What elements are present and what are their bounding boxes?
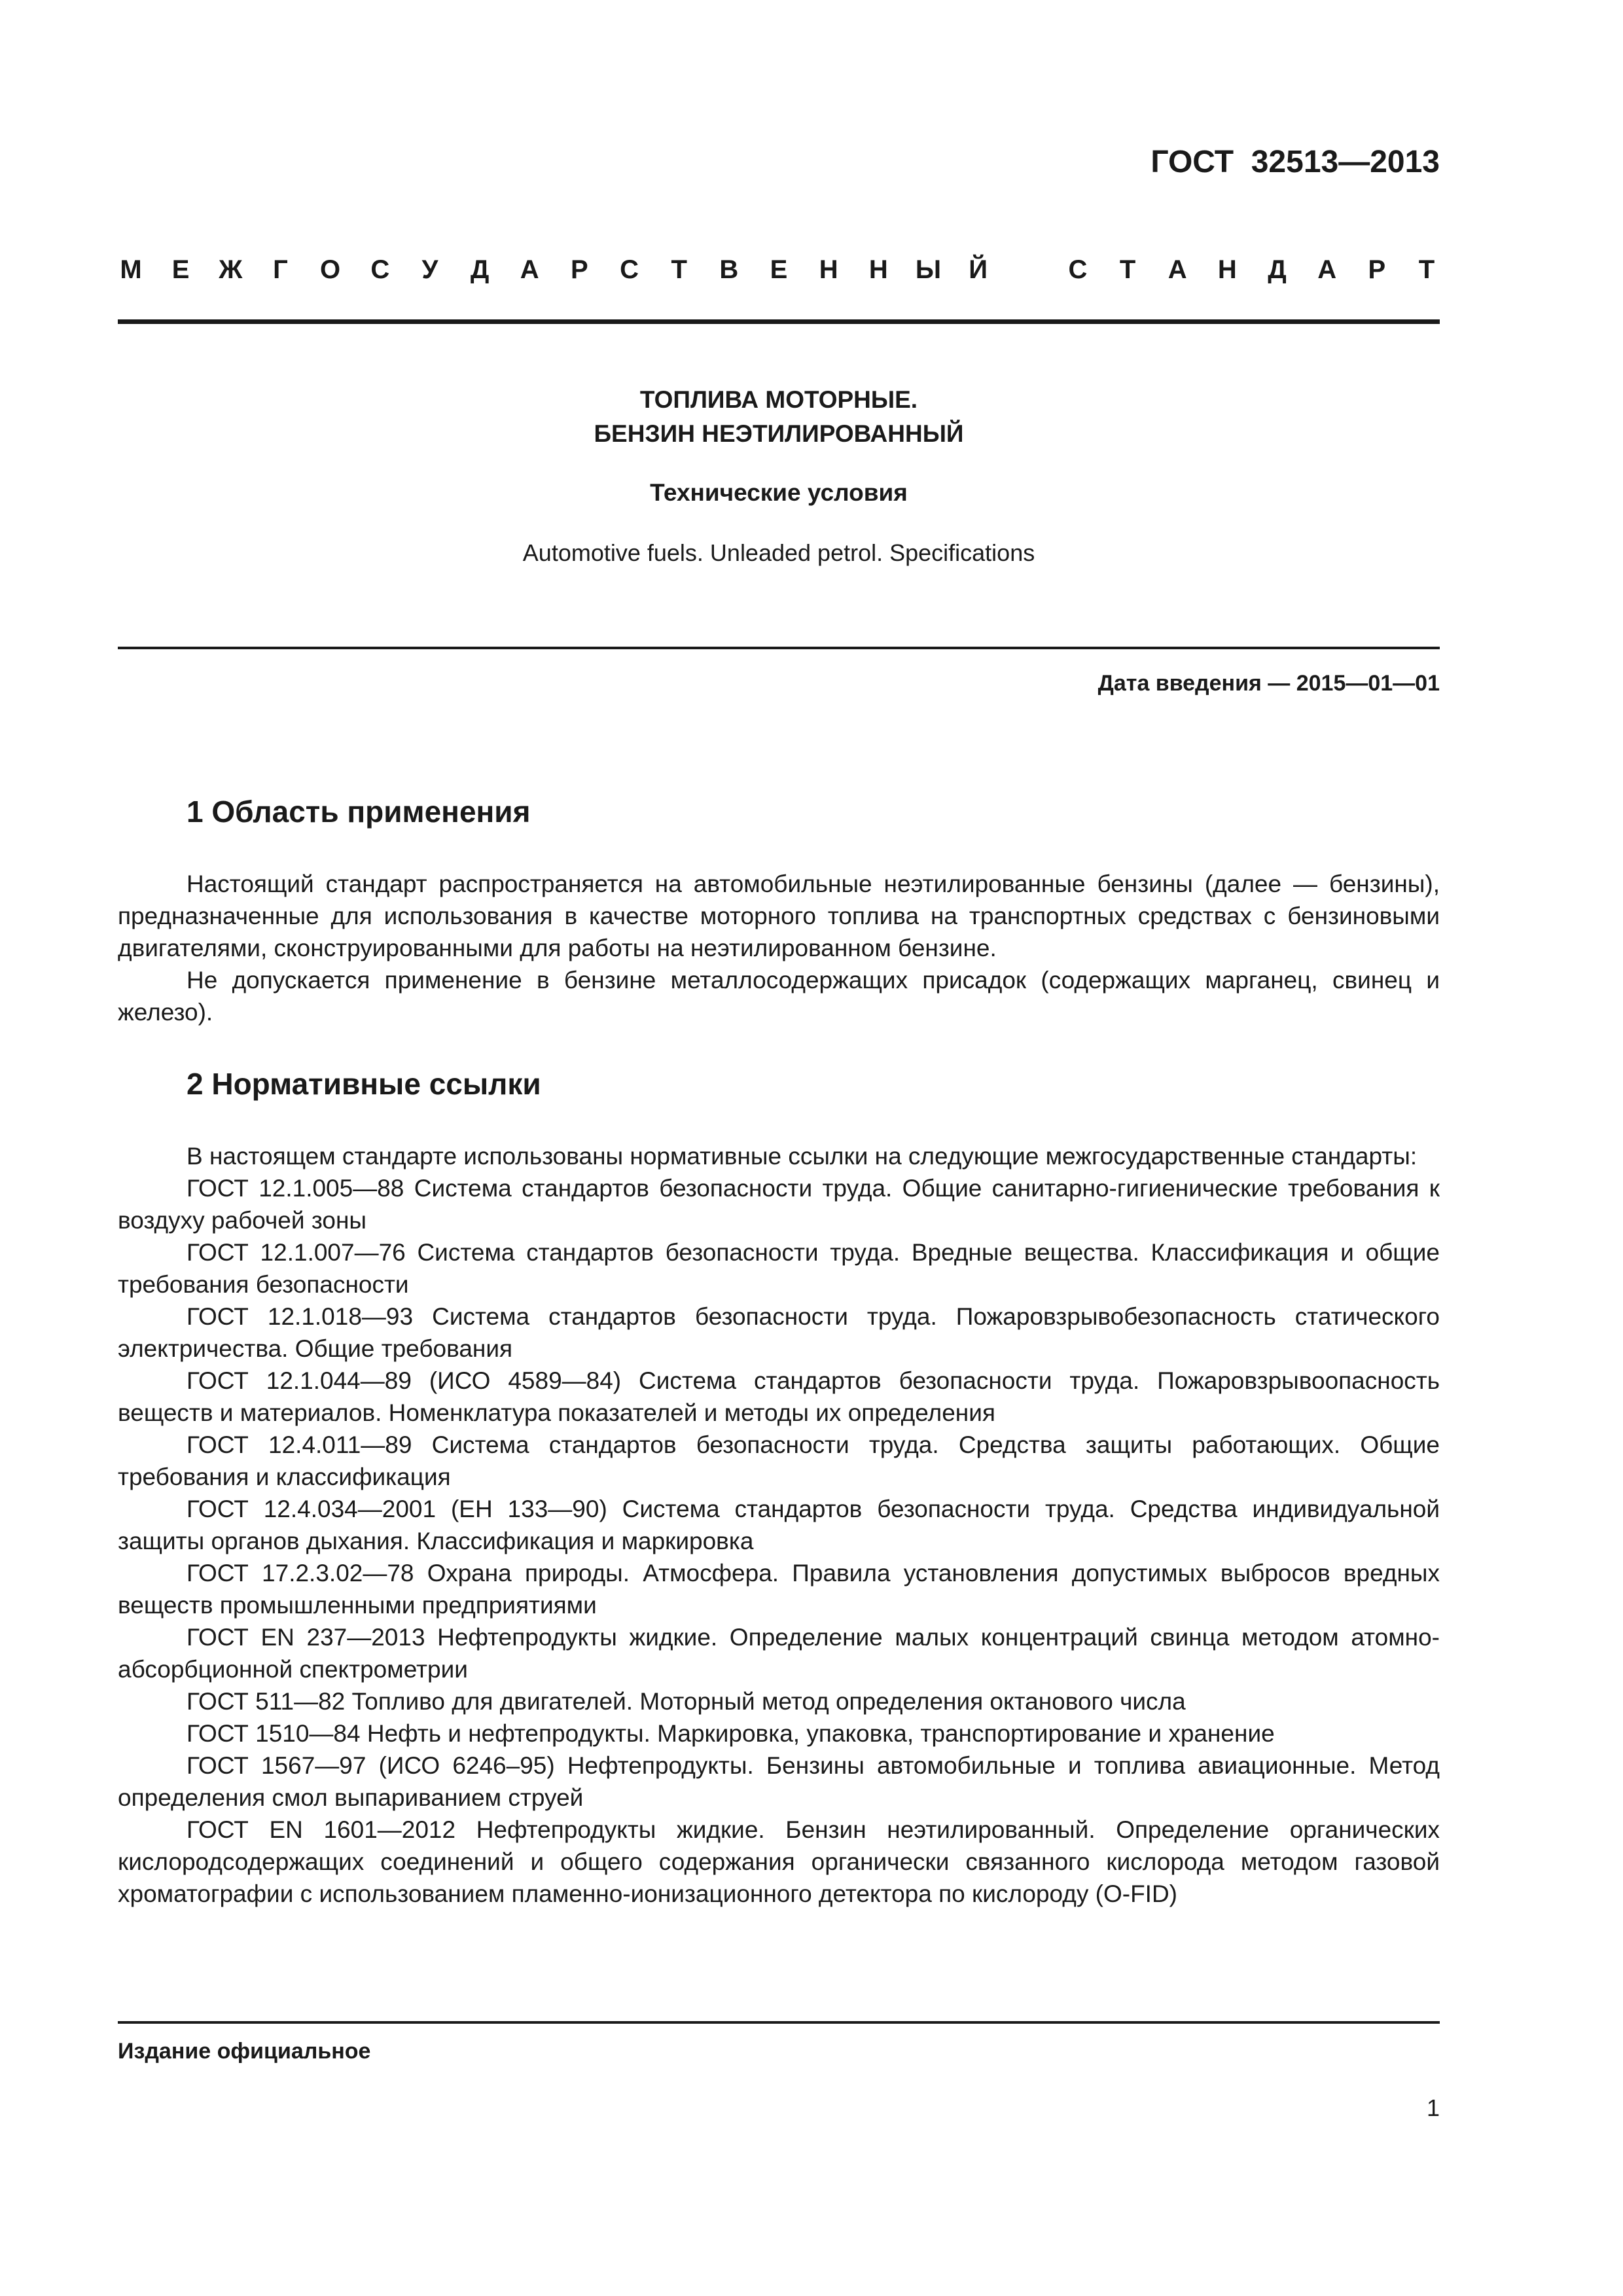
banner-letter: А [520, 255, 539, 284]
title-rule [118, 647, 1440, 649]
introduction-date: Дата введения — 2015—01—01 [1097, 671, 1440, 696]
banner-letter: Е [770, 255, 788, 284]
reference-item: ГОСТ 12.1.007—76 Система стандартов безопасности труда. Вредные вещества. Классификация и общие требования безопасности [118, 1239, 1440, 1298]
reference-item: ГОСТ 12.1.018—93 Система стандартов безопасности труда. Пожаровзрывобезопасность статического электричества. Общие требования [118, 1303, 1440, 1362]
interstate-standard-banner [118, 255, 1440, 295]
document-subtitle: Технические условия [650, 479, 908, 506]
banner-letter: В [719, 255, 739, 284]
title-block [118, 383, 1440, 570]
banner-letter: Й [969, 255, 988, 284]
banner-letter: С [1068, 255, 1088, 284]
banner-letter: Г [273, 255, 288, 284]
footer-rule [118, 2021, 1440, 2024]
paragraph: Настоящий стандарт распространяется на автомобильные неэтилированные бензины (далее — бензины), предназначенные для использования в качестве моторного топлива на транспортных средствах с бензиновыми двигателями, сконструированными для работы на неэтилированном бензине. [118, 870, 1440, 961]
banner-letter: Д [1268, 255, 1287, 284]
banner-letter: Т [1418, 255, 1435, 284]
banner-letter: Н [819, 255, 838, 284]
english-title: Automotive fuels. Unleaded petrol. Specifications [522, 539, 1035, 566]
banner-letter: Т [1119, 255, 1136, 284]
banner-letter: У [421, 255, 438, 284]
reference-item: ГОСТ 17.2.3.02—78 Охрана природы. Атмосфера. Правила установления допустимых выбросов вредных веществ промышленными предприятиями [118, 1560, 1440, 1619]
page-number: 1 [1426, 2094, 1440, 2121]
banner-letter: Т [671, 255, 687, 284]
banner-letter: А [1317, 255, 1337, 284]
reference-item: ГОСТ 12.4.011—89 Система стандартов безопасности труда. Средства защиты работающих. Общие требования и классификация [118, 1431, 1440, 1490]
banner-letter: Е [171, 255, 190, 284]
section-1-body [118, 868, 1440, 1028]
banner-letter: Ы [915, 255, 942, 284]
reference-item: ГОСТ 511—82 Топливо для двигателей. Моторный метод определения октанового числа [187, 1688, 1186, 1715]
reference-item: ГОСТ 1510—84 Нефть и нефтепродукты. Маркировка, упаковка, транспортирование и хранение [187, 1720, 1275, 1747]
paragraph: В настоящем стандарте использованы нормативные ссылки на следующие межгосударственные стандарты: [187, 1143, 1418, 1170]
section-2-body [118, 1140, 1440, 1910]
section-1-heading: 1 Область применения [187, 795, 531, 829]
banner-letter: Д [470, 255, 490, 284]
reference-item: ГОСТ 12.1.044—89 (ИСО 4589—84) Система стандартов безопасности труда. Пожаровзрывоопасность веществ и материалов. Номенклатура показателей и методы их определения [118, 1367, 1440, 1426]
title-line-1: ТОПЛИВА МОТОРНЫЕ. [639, 386, 918, 413]
banner-letter: С [370, 255, 390, 284]
banner-letter: Н [1217, 255, 1237, 284]
official-edition-label: Издание официальное [118, 2039, 371, 2064]
banner-letter: О [320, 255, 341, 284]
banner-letter: Ж [219, 255, 243, 284]
reference-item: ГОСТ 12.4.034—2001 (ЕН 133—90) Система стандартов безопасности труда. Средства индивидуальной защиты органов дыхания. Классификация и маркировка [118, 1496, 1440, 1554]
document-number: ГОСТ 32513—2013 [1150, 145, 1440, 179]
paragraph: Не допускается применение в бензине металлосодержащих присадок (содержащих марганец, свинец и железо). [118, 967, 1440, 1026]
banner-letter: М [120, 255, 142, 284]
reference-item: ГОСТ 12.1.005—88 Система стандартов безопасности труда. Общие санитарно-гигиенические требования к воздуху рабочей зоны [118, 1175, 1440, 1234]
banner-letter: А [1168, 255, 1187, 284]
reference-item: ГОСТ 1567—97 (ИСО 6246–95) Нефтепродукты. Бензины автомобильные и топлива авиационные. Метод определения смол выпариванием струей [118, 1752, 1440, 1811]
document-body [118, 792, 1440, 1910]
reference-item: ГОСТ EN 1601—2012 Нефтепродукты жидкие. Бензин неэтилированный. Определение органических кислородсодержащих соединений и общего содержания органически связанного кислорода методом газовой хроматографии с использованием пламенно-ионизационного детектора по кислороду (O-FID) [118, 1816, 1440, 1907]
banner-letter: Р [571, 255, 588, 284]
banner-letter: Р [1368, 255, 1386, 284]
banner-letter: Н [868, 255, 888, 284]
banner-letter: С [620, 255, 639, 284]
header-rule [118, 319, 1440, 324]
section-2-heading: 2 Нормативные ссылки [187, 1067, 541, 1101]
title-line-2: БЕНЗИН НЕЭТИЛИРОВАННЫЙ [594, 420, 964, 447]
reference-item: ГОСТ EN 237—2013 Нефтепродукты жидкие. Определение малых концентраций свинца методом атомно-абсорбционной спектрометрии [118, 1624, 1440, 1683]
